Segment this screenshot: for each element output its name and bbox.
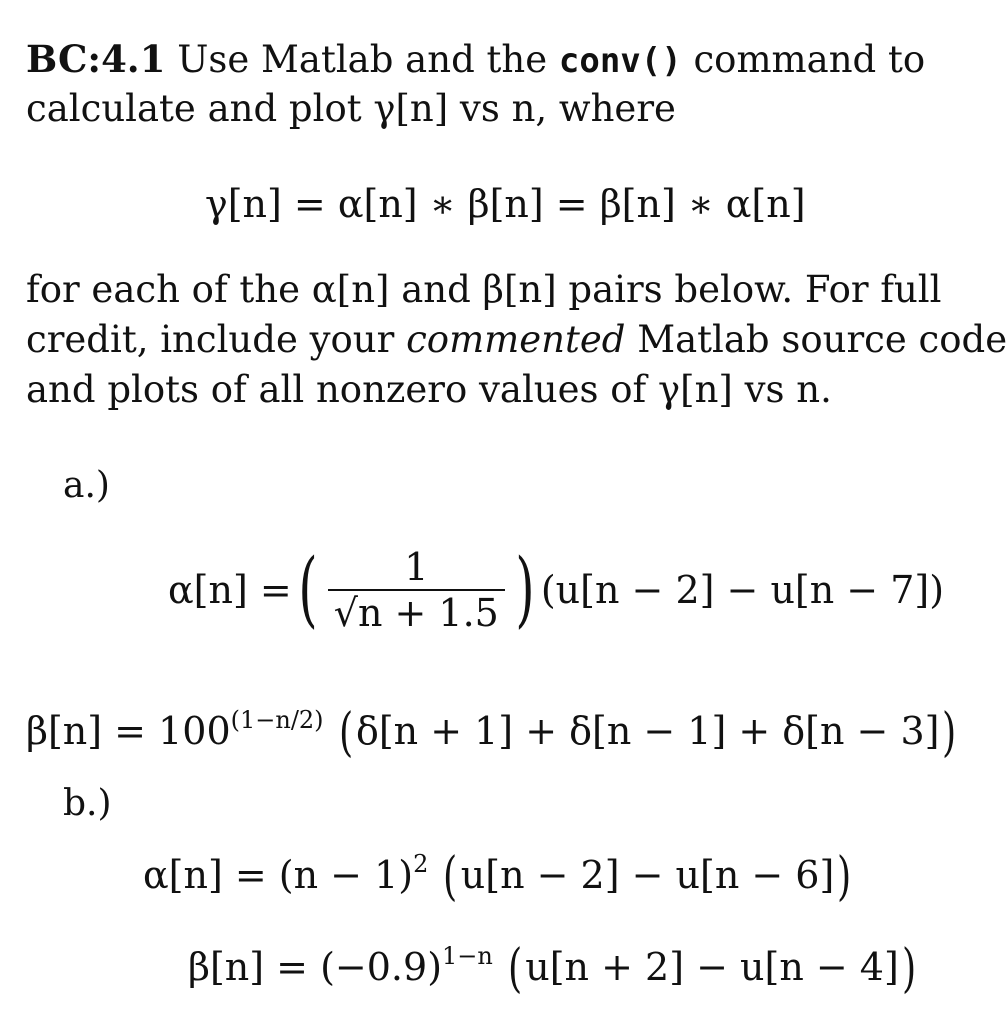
part-a-alpha-rest: (u[n − 2] − u[n − 7]) (540, 568, 945, 612)
sqrt-symbol: √ (333, 591, 358, 635)
part-a-beta-lhs: β[n] = 100 (26, 709, 231, 753)
fraction-denominator (328, 589, 505, 635)
right-paren: ) (837, 847, 852, 907)
part-a-label: a.) (63, 465, 110, 506)
fraction (328, 545, 505, 635)
main-equation: γ[n] = α[n] ∗ β[n] = β[n] ∗ α[n] (205, 182, 806, 226)
problem-line-1 (26, 37, 925, 83)
left-paren: ( (298, 542, 318, 637)
para-line2-pre: credit, include your (26, 318, 407, 361)
part-b-alpha-lhs: α[n] = (n − 1) (143, 853, 414, 897)
part-b-alpha-exponent: 2 (413, 850, 429, 878)
paragraph-line-3: and plots of all nonzero values of γ[n] vs n. (26, 368, 832, 411)
paragraph-line-1: for each of the α[n] and β[n] pairs below. For full (26, 268, 942, 311)
part-a-alpha-equation (168, 540, 944, 640)
left-paren: ( (443, 847, 458, 907)
left-paren: ( (507, 939, 523, 999)
part-a-beta-exponent: (1−n/2) (230, 706, 324, 734)
problem-line-2: calculate and plot γ[n] vs n, where (26, 87, 676, 130)
problem-id: BC:4.1 (26, 37, 166, 81)
sqrt-argument: n + 1.5 (357, 591, 499, 635)
right-paren: ) (901, 939, 917, 999)
right-paren: ) (515, 542, 535, 637)
part-a-alpha-lhs: α[n] = (168, 568, 292, 612)
intro-pre: Use Matlab and the (165, 38, 559, 81)
part-b-alpha-equation (143, 840, 855, 907)
conv-command: conv() (558, 41, 682, 81)
intro-post: command to (681, 38, 926, 81)
right-paren: ) (942, 703, 957, 763)
paragraph-line-2 (26, 318, 1007, 362)
part-b-beta-lhs: β[n] = (−0.9) (188, 945, 443, 989)
part-b-alpha-rest: u[n − 2] − u[n − 6] (460, 853, 835, 897)
part-b-beta-rest: u[n + 2] − u[n − 4] (525, 945, 899, 989)
part-b-beta-equation (188, 932, 919, 999)
part-a-beta-equation (26, 696, 960, 763)
part-b-beta-exponent: 1−n (442, 942, 493, 970)
left-paren: ( (338, 703, 353, 763)
part-b-label: b.) (63, 783, 112, 824)
commented-emphasis: commented (406, 318, 626, 361)
para-line2-post: Matlab source code (625, 318, 1007, 361)
fraction-numerator: 1 (404, 545, 429, 589)
part-a-beta-rest: δ[n + 1] + δ[n − 1] + δ[n − 3] (355, 709, 940, 753)
